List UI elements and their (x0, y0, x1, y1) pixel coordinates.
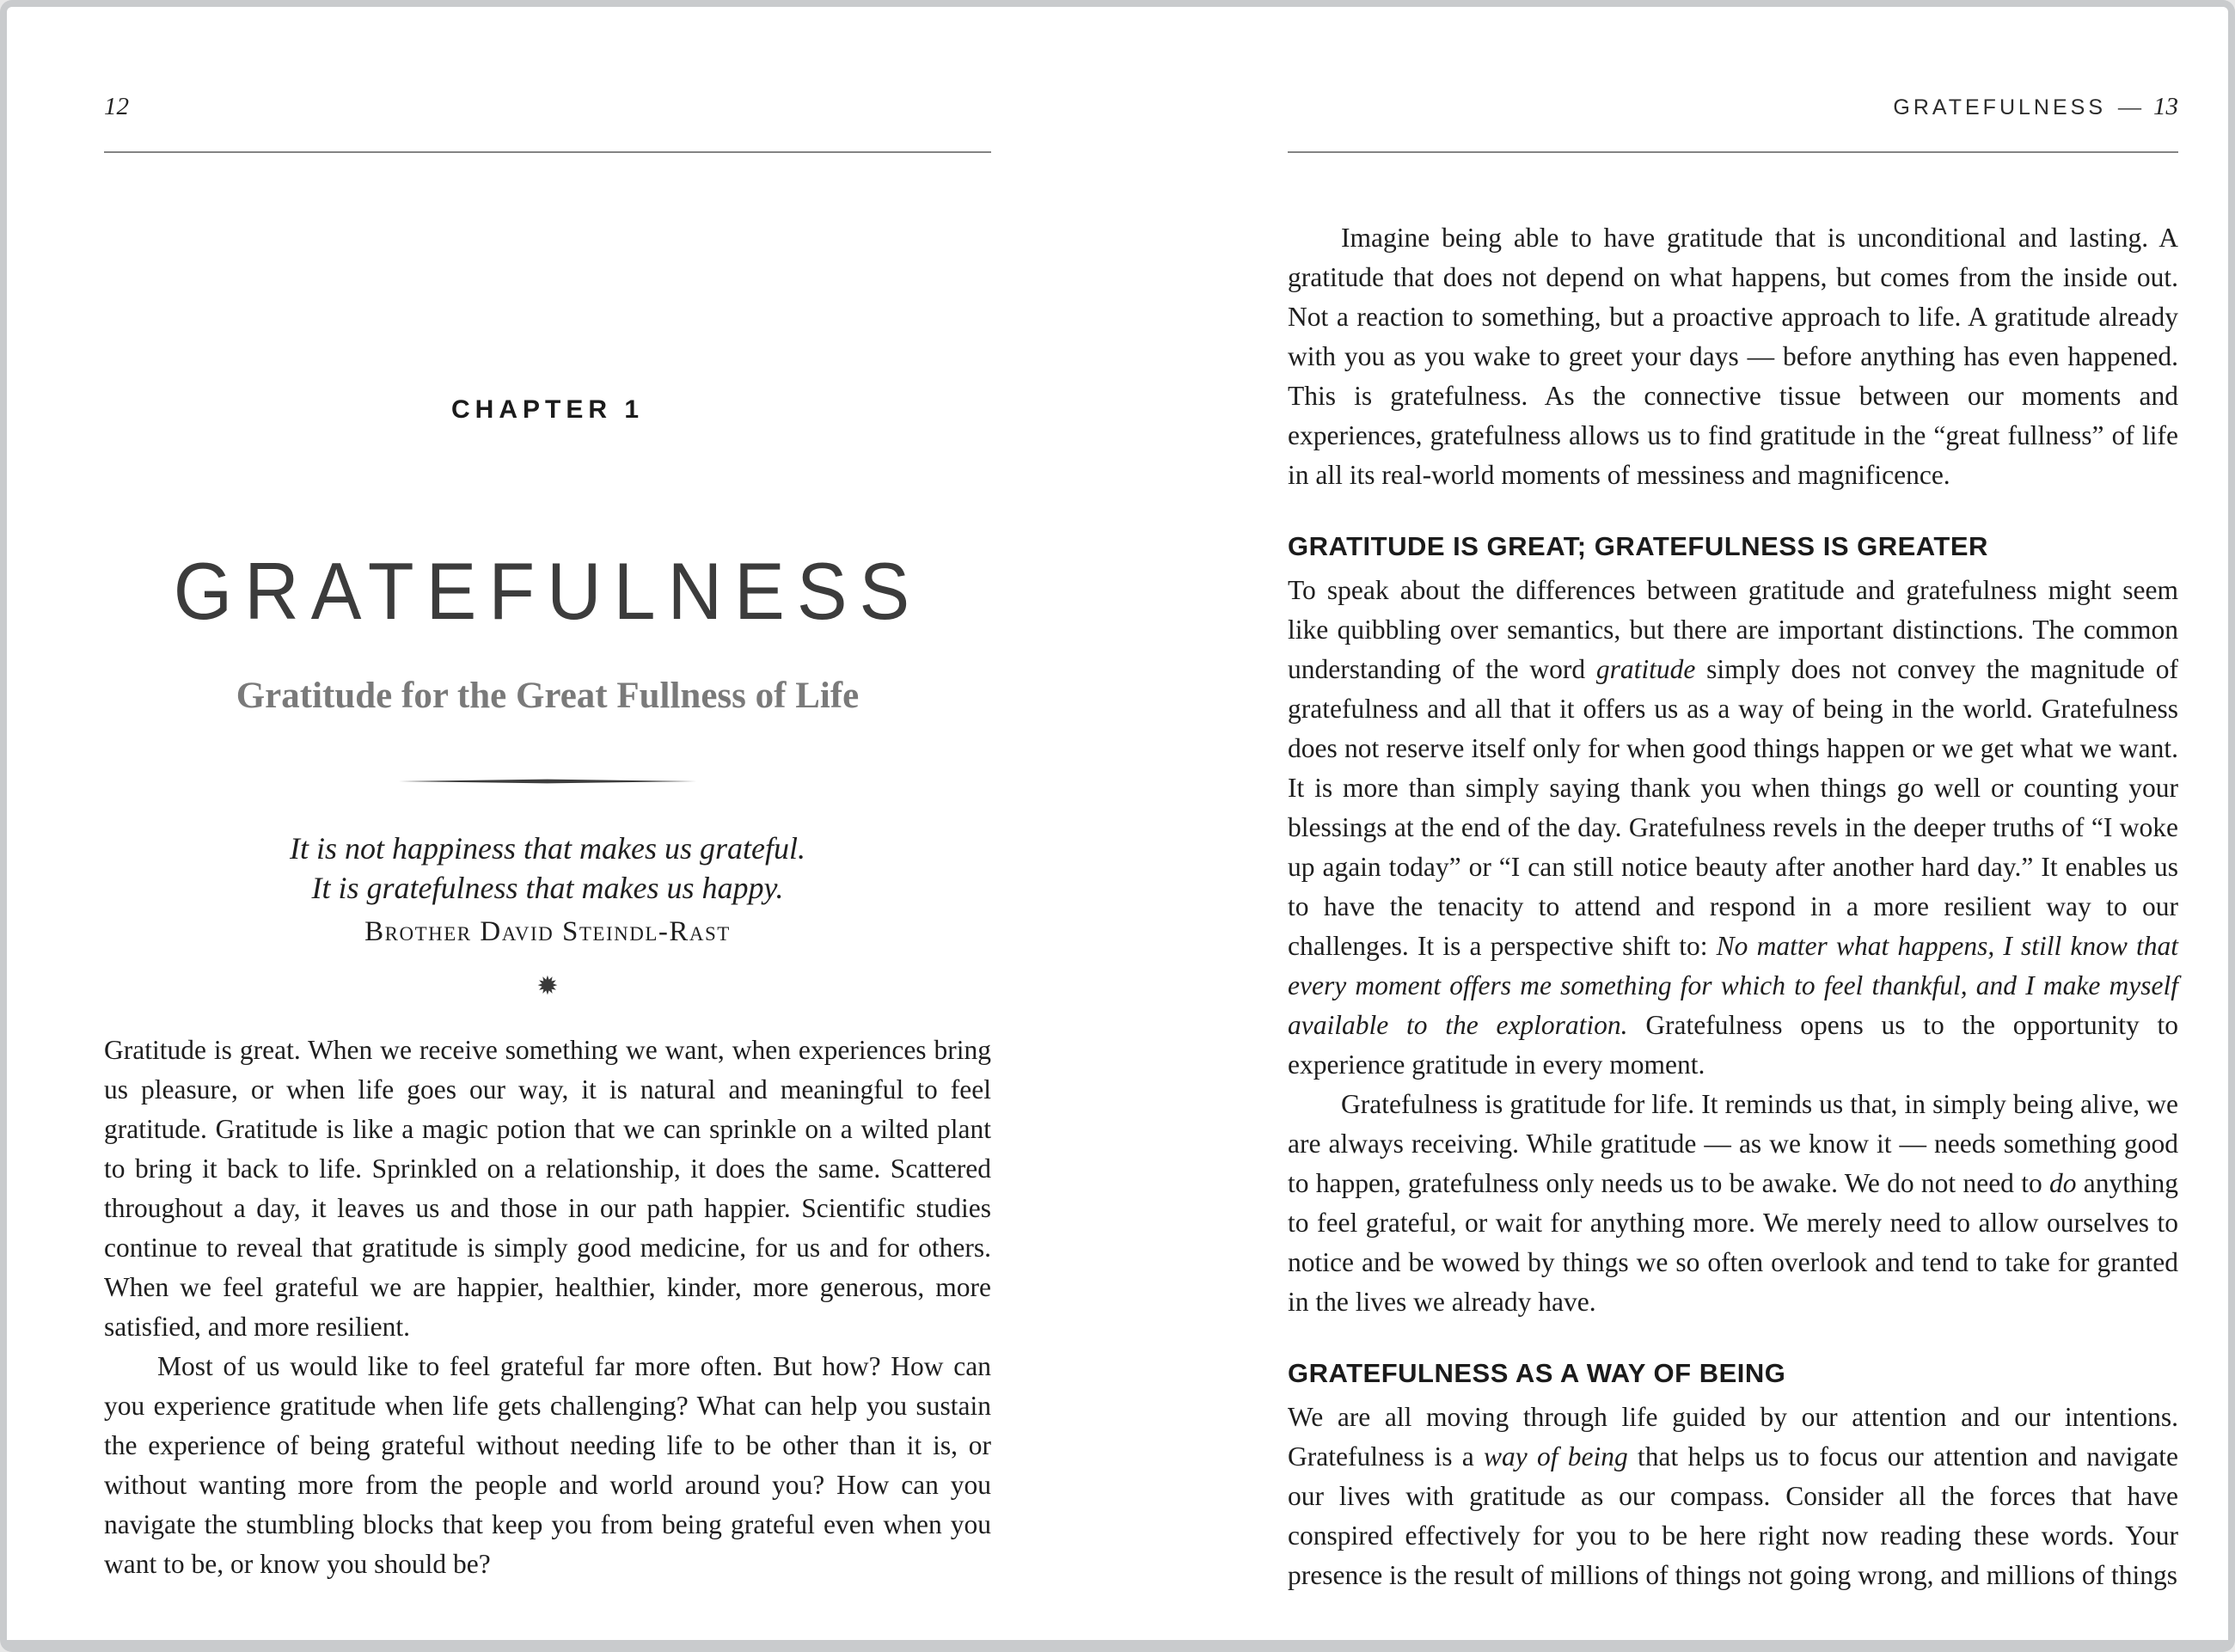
header-rule-right (1288, 151, 2178, 153)
chapter-title: GRATEFULNESS (173, 546, 922, 636)
epigraph-line: It is not happiness that makes us grateful. (290, 831, 805, 866)
page-number-left: 12 (104, 93, 129, 120)
italic-text-run: gratitude (1595, 654, 1696, 684)
header-rule-left (104, 151, 991, 153)
section-heading: GRATEFULNESS AS A WAY OF BEING (1288, 1358, 1786, 1388)
epigraph-attribution: Brother David Steindl-Rast (364, 916, 731, 947)
text-run: anything to feel grateful, or wait for anything more. We merely need to allow ourselves to notice and be wowed by things we so often overlook and tend to take for granted in the lives we already have. (1288, 1168, 2178, 1317)
text-run: Most of us would like to feel grateful far more often. But how? How can you experience gratitude when life gets challenging? What can help you sustain the experience of being grateful without needing life to be other than it is, or without wanting more from the people and world around you? How can you navigate the stumbling blocks that keep you from being grateful even when you want to be, or know you should be? (104, 1351, 991, 1579)
running-head-right (1288, 93, 2178, 119)
text-run: Imagine being able to have gratitude that is unconditional and lasting. A gratitude that does not depend on what happens, but comes from the inside out. Not a reaction to something, but a proactive approach to life. A gratitude already with you as you wake to greet your days — before anything has even happened. This is gratefulness. As the connective tissue between our moments and experiences, gratefulness allows us to find gratitude in the “great fullness” of life in all its real-world moments of messiness and magnificence. (1288, 223, 2178, 490)
epigraph (104, 829, 991, 948)
text-run: Gratefulness opens us to the opportunity to experience gratitude in every moment. (1288, 1010, 2178, 1080)
text-run: simply does not convey the magnitude of gratefulness and all that it offers us as a way of being in the world. Gratefulness does not reserve itself only for when good things happen or we get what we want. It is more than simply saying thank you when things go well or counting your blessings at the end of the day. Gratefulness revels in the deeper truths of “I woke up again today” or “I can still notice beauty after another hard day.” It enables us to have the tenacity to attend and respond in a more resilient way to our challenges. It is a perspective shift to: (1288, 654, 2178, 961)
body-paragraph (1288, 1398, 2178, 1595)
epigraph-line: It is gratefulness that makes us happy. (311, 871, 784, 905)
body-paragraph (1288, 1085, 2178, 1322)
italic-text-run: do (2048, 1168, 2077, 1198)
right-page-body (1288, 218, 2178, 1595)
chapter-label: CHAPTER 1 (450, 395, 645, 424)
star-ornament-icon: ✹ (536, 971, 559, 1001)
body-paragraph (1288, 571, 2178, 1085)
text-run: that helps us to focus our attention and navigate our lives with gratitude as our compass. Consider all the forces that have conspired effectively for you to be here right now reading these words. Your presence is the result of millions of things not going wrong, and millions of things (1288, 1441, 2178, 1590)
body-paragraph (104, 1031, 991, 1347)
chapter-subtitle: Gratitude for the Great Fullness of Life (236, 676, 860, 716)
italic-text-run: No matter what happens, I still know that every moment offers me something for which to feel thankful, and I make myself available to the exploration. (1288, 931, 2178, 1040)
text-run: To speak about the differences between gratitude and gratefulness might seem like quibbling over semantics, but there are important distinctions. The common understanding of the word (1288, 575, 2178, 684)
running-head-title: GRATEFULNESS (1893, 95, 2106, 119)
tapered-divider (399, 779, 696, 784)
text-run: Gratitude is great. When we receive something we want, when experiences bring us pleasure, or when life goes our way, it is natural and meaningful to feel gratitude. Gratitude is like a magic potion that we can sprinkle on a wilted plant to bring it back to life. Sprinkled on a relationship, it does the same. Scattered throughout a day, it leaves us and those in our path happier. Scientific studies continue to reveal that gratitude is simply good medicine, for us and for others. When we feel grateful we are happier, healthier, kinder, more generous, more satisfied, and more resilient. (104, 1035, 991, 1342)
running-head-separator: — (2118, 94, 2141, 119)
section-heading: GRATITUDE IS GREAT; GRATEFULNESS IS GREATER (1288, 531, 1988, 561)
right-page (1288, 7, 2178, 1595)
left-page-body (104, 1031, 991, 1584)
italic-text-run: way of being (1483, 1441, 1628, 1472)
text-run: Gratefulness is gratitude for life. It reminds us that, in simply being alive, we are always receiving. While gratitude — as we know it — needs something good to happen, gratefulness only needs us to be awake. We do not need to (1288, 1089, 2178, 1198)
page-number-right: 13 (2153, 93, 2178, 120)
left-page (104, 7, 991, 1584)
body-paragraph (104, 1347, 991, 1584)
running-head-left (104, 93, 991, 119)
text-run: We are all moving through life guided by our attention and our intentions. Gratefulness is a (1288, 1402, 2178, 1472)
body-paragraph (1288, 218, 2178, 495)
